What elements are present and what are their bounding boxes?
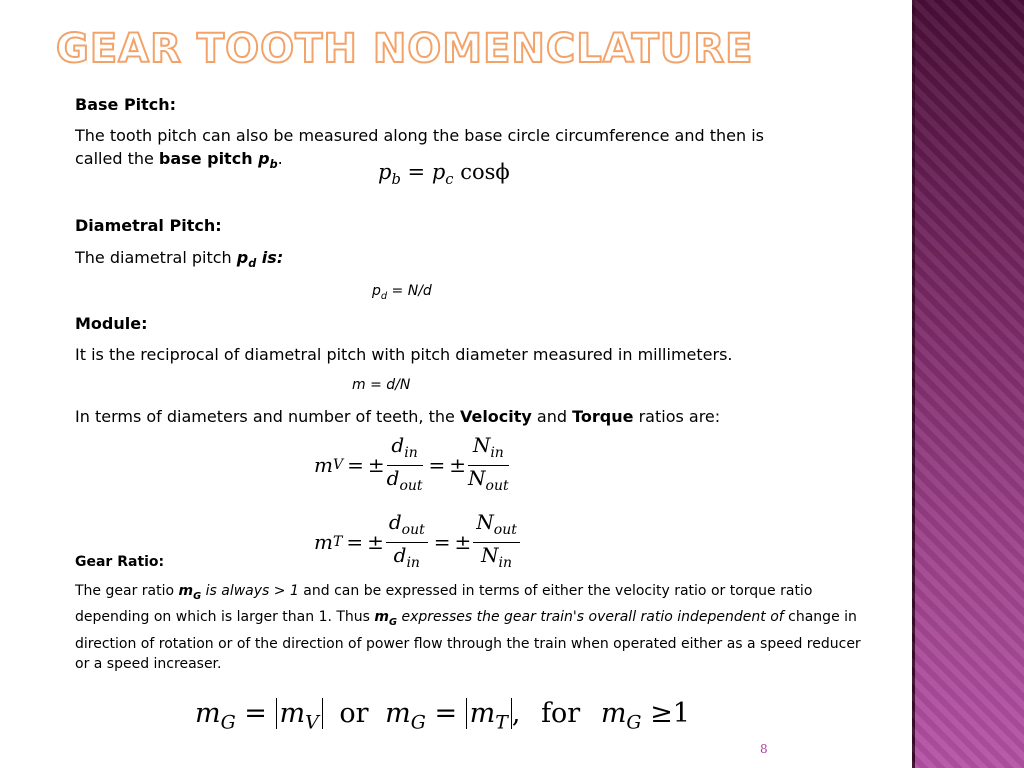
eq-operator: = [346,530,364,554]
bold-term: base pitch [158,149,259,168]
eq-subscript: out [493,521,517,538]
fraction [386,511,428,574]
eq-subscript: G [410,711,426,734]
eq-subscript: in [406,554,420,571]
eq-operator: ± [449,453,467,477]
diametral-pitch-line [75,247,283,274]
gear-ratio-paragraph [75,581,875,675]
eq-operator: ± [367,530,384,554]
text-span: called the [75,149,159,168]
module-line: It is the reciprocal of diametral pitch with pitch diameter measured in millimeters. [75,345,733,364]
eq-operator: = [428,453,446,477]
eq-symbol: d [386,465,400,490]
eq-symbol: m [279,698,306,729]
eq-word: for [541,698,581,729]
eq-subscript: in [498,554,513,571]
symbol: p [236,248,249,267]
eq-operator: = [244,698,267,729]
gear-ratio-equation [195,694,690,742]
module-heading: Module: [75,314,148,333]
text-span: and [531,407,573,426]
eq-symbol: N [476,509,494,534]
eq-symbol: N [481,542,499,567]
slide-title: GEAR TOOTH NOMENCLATURE [56,26,754,72]
eq-symbol: p [431,160,446,184]
base-pitch-equation [378,160,510,188]
absolute-value [466,698,512,734]
gear-ratio-heading: Gear Ratio: [75,554,165,570]
decorative-sidebar [912,0,1024,768]
eq-subscript: out [485,477,509,494]
eq-punct: , [511,698,521,729]
text-span: The diametral pitch [75,248,237,267]
ratios-line [75,406,720,427]
eq-subscript: T [332,534,343,550]
eq-subscript: G [220,711,236,734]
text-span: and can be expressed in terms of either the velocity ratio or torque ratio depending on which is larger than 1. Thus [75,583,813,626]
eq-word: or [339,698,369,729]
subscript: d [248,257,257,271]
symbol: m [178,583,194,599]
eq-operator: ≥ [650,698,673,729]
eq-subscript: T [495,711,508,734]
absolute-value [276,698,323,734]
eq-subscript: G [626,711,642,734]
eq-subscript: out [401,521,425,538]
eq-subscript: out [399,477,423,494]
fraction [387,434,423,497]
velocity-term: Velocity [459,407,532,426]
italic-text: expresses the gear train's overall ratio independent of [397,609,784,626]
symbol: m [374,609,390,626]
eq-operator: = [347,453,364,477]
eq-rest: = N/d [387,283,432,299]
sidebar-pattern [912,0,1024,768]
subscript: d [380,290,388,302]
eq-function: cos [460,160,496,184]
subscript: G [193,590,202,602]
eq-symbol: N [472,432,491,457]
eq-symbol: m [385,698,411,729]
symbol: p [372,283,381,299]
eq-subscript: b [391,171,401,189]
eq-symbol: m [314,530,333,554]
symbol: p [258,149,270,168]
eq-symbol: m [314,453,333,477]
diametral-pitch-equation [372,281,432,307]
eq-symbol: d [393,542,407,567]
fraction [468,434,509,497]
base-pitch-line-2 [75,148,283,175]
eq-symbol: p [378,160,392,184]
eq-operator: = [434,698,458,729]
module-equation: m = d/N [352,377,411,393]
eq-subscript: in [404,444,418,461]
italic-text: is always > 1 [201,583,299,599]
eq-operator: ± [367,453,385,477]
page-number: 8 [760,742,768,756]
eq-subscript: c [445,171,454,189]
subscript: G [389,617,398,629]
eq-operator: = [407,160,426,184]
text-span: . [277,149,283,168]
text-span: change in direction of rotation or of the direction of power flow through the train when operated either as a speed reducer or a speed increaser. [75,609,861,673]
text-span: ratios are: [633,407,721,426]
eq-symbol: m [600,698,627,729]
eq-symbol: m [469,698,496,729]
eq-operator: ± [454,530,472,554]
diametral-pitch-heading: Diametral Pitch: [75,216,222,235]
eq-operator: = [433,530,451,554]
eq-subscript: V [305,711,319,734]
eq-subscript: in [490,444,504,461]
base-pitch-line-1: The tooth pitch can also be measured along the base circle circumference and then is [75,126,764,145]
base-pitch-heading: Base Pitch: [75,95,177,114]
bold-italic-text: is: [256,248,284,267]
eq-symbol: m [195,698,221,729]
subscript: b [269,158,278,172]
eq-symbol: d [388,509,402,534]
torque-ratio-equation [314,509,522,571]
text-span: In terms of diameters and number of teeth, the [75,407,460,426]
eq-subscript: V [332,457,344,473]
velocity-ratio-equation [314,432,511,494]
torque-term: Torque [572,407,634,426]
eq-symbol: d [391,432,405,457]
eq-symbol: N [468,465,486,490]
text-span: The gear ratio [75,583,179,599]
eq-symbol: ϕ [495,160,510,184]
eq-number: 1 [672,698,690,729]
fraction [473,511,520,574]
